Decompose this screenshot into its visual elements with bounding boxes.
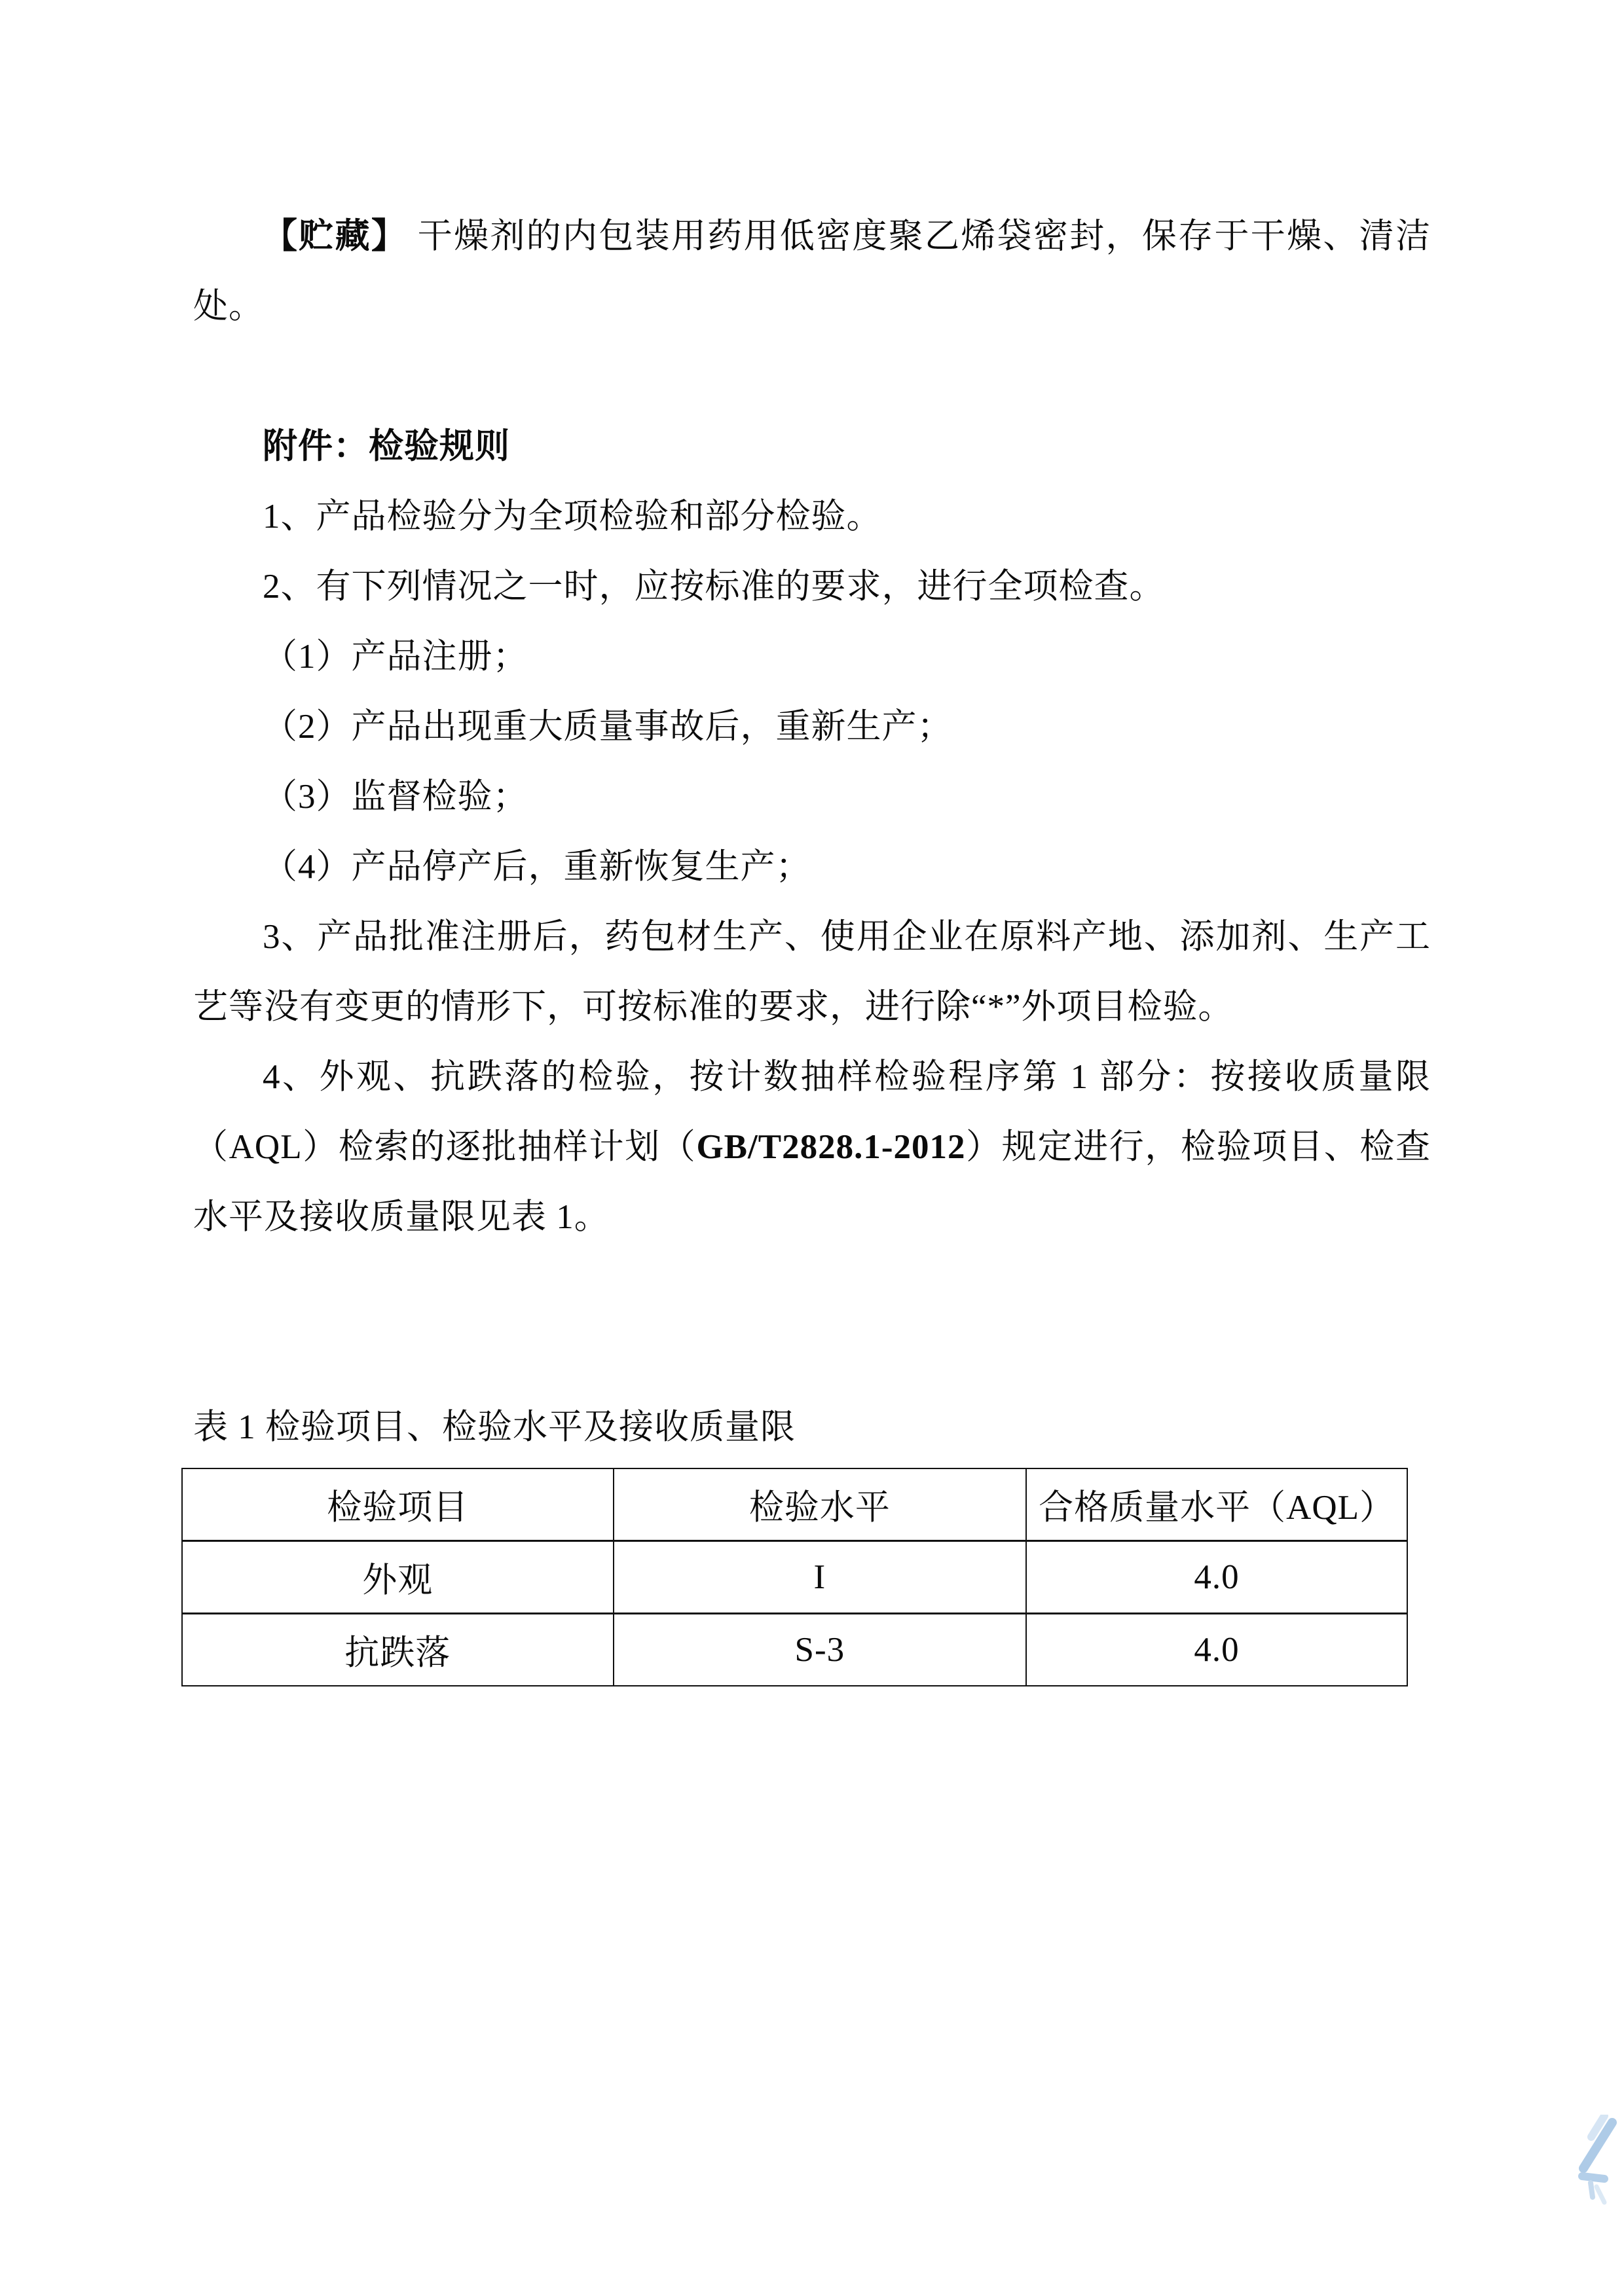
table-row-drop-resistance (182, 1614, 1407, 1686)
rule-item-1: 1、产品检验分为全项检验和部分检验。 (263, 498, 882, 536)
table-cell-aql: 4.0 (1026, 1614, 1407, 1686)
rule-item-2: 2、有下列情况之一时，应按标准的要求，进行全项检查。 (263, 568, 1165, 606)
table-header-aql: 合格质量水平（AQL） (1026, 1468, 1407, 1541)
rule-sub-4: （4）产品停产后，重新恢复生产； (263, 848, 811, 886)
inspection-aql-table (181, 1468, 1408, 1686)
table-cell-item: 抗跌落 (182, 1614, 614, 1686)
rule-sub-3: （3）监督检验； (263, 778, 528, 816)
gb-standard-number: GB/T2828.1-2012 (696, 1128, 966, 1166)
table-cell-level: I (614, 1541, 1027, 1614)
document-body (193, 202, 1431, 1686)
rule-sub-1: （1）产品注册； (263, 638, 528, 676)
rule-item-4-tail: ）规定进行，检验项目、检查水平及接收质量限见表 1。 (193, 1128, 1431, 1236)
rule-item-3: 3、产品批准注册后，药包材生产、使用企业在原料产地、添加剂、生产工艺等没有变更的情形下，可按标准的要求，进行除“*”外项目检验。 (193, 918, 1431, 1026)
table-header-row (182, 1468, 1407, 1541)
rule-sub-2: （2）产品出现重大质量事故后，重新生产； (263, 708, 953, 746)
table-cell-level: S-3 (614, 1614, 1027, 1686)
storage-text: 干燥剂的内包装用药用低密度聚乙烯袋密封，保存于干燥、清洁处。 (193, 217, 1431, 325)
table-header-level: 检验水平 (614, 1468, 1027, 1541)
table-row-appearance (182, 1541, 1407, 1614)
rule-item-4 (193, 1042, 1431, 1252)
paragraph-storage (193, 202, 1431, 342)
rule-item-4-text: 4、外观、抗跌落的检验，按计数抽样检验程序第 1 部分：按接收质量限（AQL）检索的逐批抽样计划（ (193, 1058, 1431, 1166)
appendix-heading: 附件：检验规则 (263, 428, 510, 465)
storage-label: 【贮藏】 (263, 217, 408, 255)
table-header-item: 检验项目 (182, 1468, 614, 1541)
table-cell-aql: 4.0 (1026, 1541, 1407, 1614)
watermark-logo-fragment-icon (1526, 2115, 1624, 2296)
table-1-title: 表 1 检验项目、检验水平及接收质量限 (193, 1408, 796, 1446)
table-cell-item: 外观 (182, 1541, 614, 1614)
